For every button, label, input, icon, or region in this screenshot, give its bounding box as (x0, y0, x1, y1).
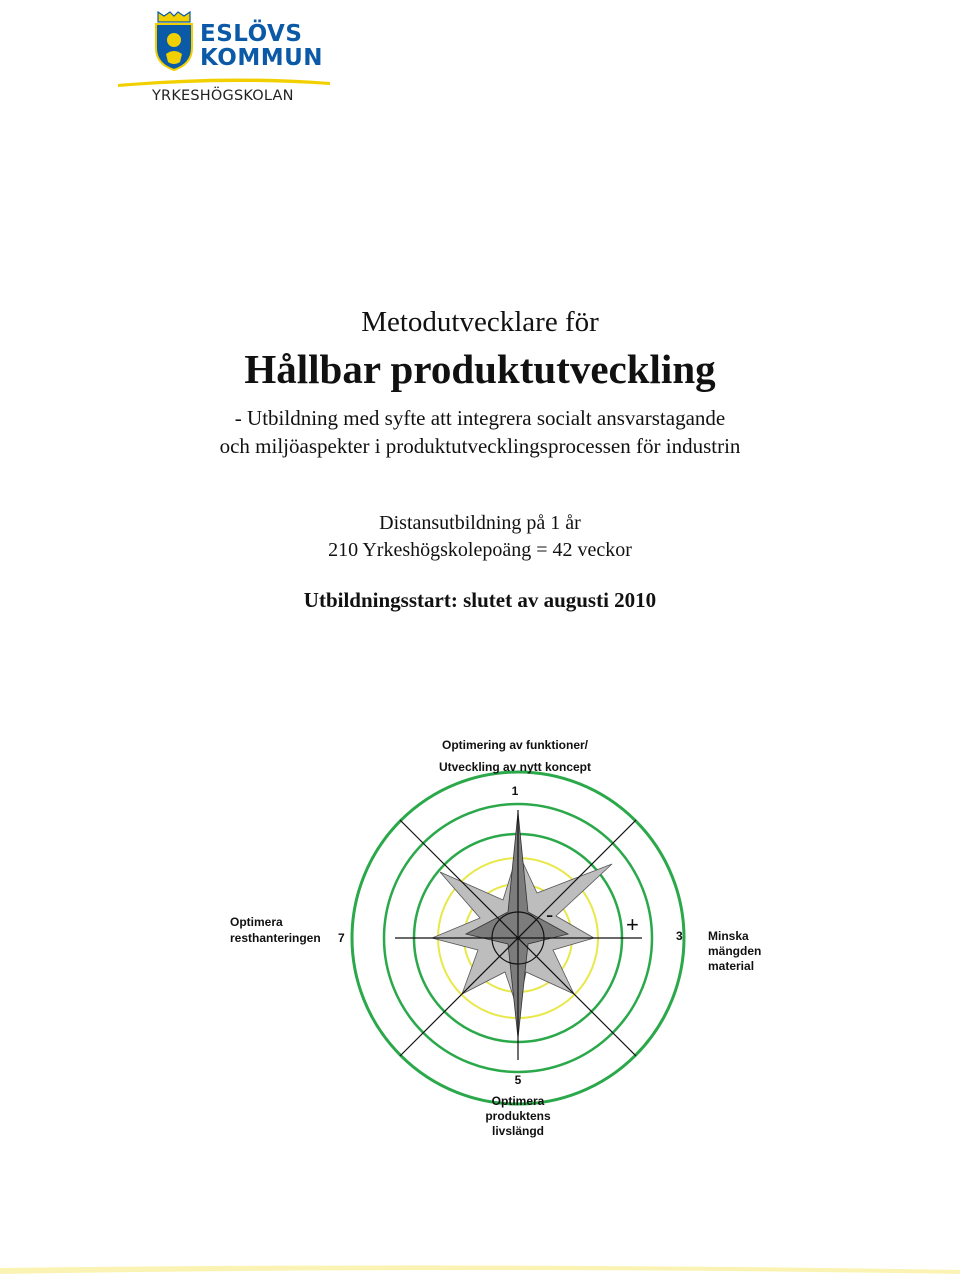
label-bottom-line2: produktens (485, 1109, 551, 1123)
label-right-number: 3 (676, 929, 683, 943)
label-right-line2: mängden (708, 944, 762, 958)
page-title: Hållbar produktutveckling (244, 346, 716, 392)
subtitle-line1: - Utbildning med syfte att integrera socialt ansvarstagande (234, 406, 726, 430)
label-top-number: 1 (511, 784, 519, 798)
label-bottom-number: 5 (514, 1073, 522, 1087)
label-left-line1: Optimera (230, 915, 283, 929)
label-bottom-line3: livslängd (491, 1124, 545, 1138)
label-right-line1: Minska (708, 929, 749, 943)
label-top-line2: Utveckling av nytt koncept (438, 760, 592, 774)
logo-subtitle: YRKESHÖGSKOLAN (152, 88, 294, 104)
distance-line2: 210 Yrkeshögskolepoäng = 42 veckor (328, 539, 632, 561)
plus-sign: + (626, 912, 639, 937)
label-left-line2: resthanteringen (230, 931, 321, 945)
label-top-line1: Optimering av funktioner/ (441, 738, 589, 752)
label-right-line3: material (708, 959, 755, 973)
subtitle-line2: och miljöaspekter i produktutvecklingsprocessen för industrin (219, 434, 741, 458)
start-date: Utbildningsstart: slutet av augusti 2010 (303, 588, 657, 612)
label-bottom-line1: Optimera (491, 1094, 545, 1108)
label-left-number: 7 (338, 931, 345, 945)
distance-line1: Distansutbildning på 1 år (379, 512, 581, 534)
cover-lead: Metodutvecklare för (361, 306, 599, 338)
footer-swoosh (0, 1262, 960, 1280)
logo-name-line2: KOMMUN (200, 45, 324, 71)
minus-sign: - (546, 902, 554, 927)
logo-name-line1: ESLÖVS (200, 21, 303, 47)
